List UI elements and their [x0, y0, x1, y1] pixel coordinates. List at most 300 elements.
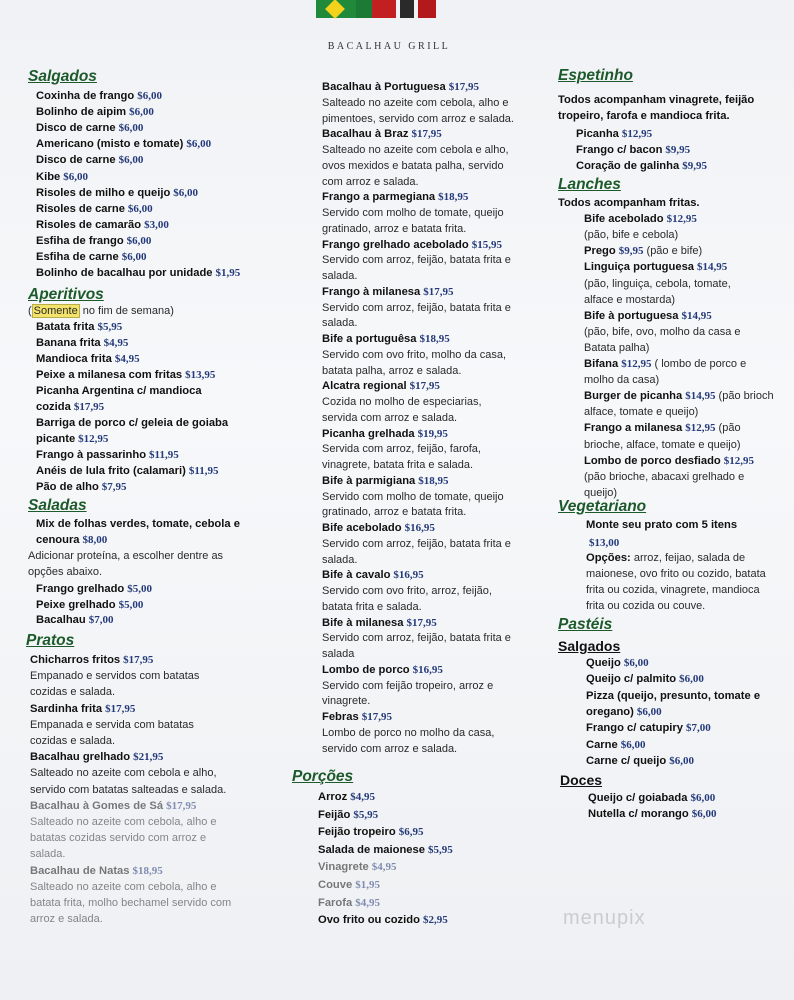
menu-item [36, 384, 202, 399]
item-price: $6,00 [186, 138, 212, 151]
item-price: $18,95 [132, 864, 163, 877]
item-price: $6,00 [690, 792, 716, 804]
item-name: Bacalhau à Braz [322, 128, 409, 141]
item-name: Vinagrete [318, 861, 369, 874]
portugal-flag-icon [356, 0, 396, 18]
item-name: Bife à parmigiana [322, 474, 416, 487]
item-price: $16,95 [393, 569, 424, 582]
item-description [322, 253, 511, 268]
menu-item [36, 448, 179, 463]
item-name: Anéis de lula frito (calamari) [36, 465, 186, 477]
menu-item [36, 170, 88, 185]
menu-item [36, 368, 215, 383]
item-name: Feijão tropeiro [318, 826, 396, 839]
item-description [584, 293, 675, 308]
item-name: Febras [322, 711, 359, 723]
item-name: Barriga de porco c/ geleia de goiaba [36, 417, 229, 429]
description-text: queijo) [584, 486, 618, 499]
section-heading: Pratos [26, 632, 75, 649]
menu-item [322, 379, 440, 394]
menu-item [318, 790, 375, 805]
item-description [584, 228, 678, 243]
item-price: $6,00 [669, 754, 694, 767]
item-price: $7,00 [685, 722, 711, 735]
menu-item [576, 159, 707, 174]
section-heading: Salgados [28, 68, 97, 85]
item-description [322, 175, 419, 190]
item-name: Frango c/ catupiry [586, 722, 683, 735]
menu-item [586, 536, 619, 551]
item-name: Carne [586, 738, 618, 751]
item-extra: (pão e bife) [643, 245, 703, 258]
menu-item [586, 738, 645, 753]
item-name: Mix de folhas verdes, tomate, cebola e [36, 518, 240, 530]
item-price: $6,00 [679, 673, 704, 686]
item-name: Banana frita [36, 337, 101, 349]
description-text: batata frita, molho bechamel servido com [30, 897, 232, 909]
menu-item [586, 689, 760, 704]
menu-item [36, 234, 151, 249]
menu-item [586, 518, 737, 533]
menu-item [318, 843, 453, 858]
item-name: Monte seu prato com 5 itens [586, 519, 738, 531]
menu-item [322, 521, 435, 536]
item-name: Frango à milanesa [322, 285, 421, 298]
menu-item [30, 653, 153, 668]
item-description [30, 718, 194, 733]
menu-item [36, 582, 152, 597]
menu-item [30, 799, 196, 814]
description-text: (pão brioche, abacaxi grelhado e [584, 470, 745, 483]
item-name: Todos acompanham fritas. [558, 197, 700, 209]
menu-item [584, 260, 727, 275]
section-heading: Doces [560, 772, 603, 788]
item-name: Queijo c/ goiabada [588, 792, 688, 804]
description-text: alface, tomate e queijo) [584, 406, 699, 419]
item-price: $5,95 [353, 808, 379, 821]
item-name: Bacalhau [36, 614, 86, 626]
description-text: Adicionar proteína, a escolher dentre as [28, 550, 224, 562]
item-description [322, 364, 461, 379]
item-description [584, 325, 741, 340]
item-price: $6,00 [127, 202, 153, 215]
item-name: Linguiça portuguesa [584, 261, 695, 274]
item-name: cenoura [36, 534, 80, 546]
item-description [586, 567, 766, 582]
item-price: $12,95 [685, 422, 716, 435]
item-name: Queijo c/ palmito [586, 673, 677, 686]
menu-item [584, 244, 702, 259]
item-price: $5,95 [97, 321, 123, 333]
item-price: $6,95 [398, 826, 424, 839]
item-price: $16,95 [404, 522, 435, 534]
item-name: Mandioca frita [36, 353, 112, 365]
menu-item [36, 464, 219, 479]
description-text: gratinado, arroz e batata frita. [322, 506, 467, 519]
description-text: Servido com feijão tropeiro, arroz e [322, 679, 494, 692]
item-description [322, 222, 466, 237]
item-name: Frango a parmegiana [322, 191, 436, 204]
item-description [584, 405, 698, 420]
item-price: $17,95 [406, 616, 437, 629]
item-description [28, 565, 102, 580]
item-name: Coxinha de frango [36, 90, 135, 102]
menu-item [322, 332, 450, 347]
item-description [322, 679, 493, 694]
description-text: batata frita e salada. [322, 600, 422, 613]
item-name: Kibe [36, 170, 61, 183]
item-description [322, 442, 481, 457]
item-price: $17,95 [123, 654, 154, 666]
item-name: Disco de carne [36, 154, 116, 167]
item-name: Frango a milanesa [584, 422, 683, 435]
menu-item [322, 127, 442, 142]
item-description [30, 734, 115, 749]
item-price: $6,00 [636, 705, 662, 718]
description-text: Servido com arroz, feijão, batata frita e [322, 537, 511, 550]
item-description [322, 505, 466, 520]
menu-item [322, 663, 443, 678]
description-text: Cozida no molho de especiarias, [322, 396, 482, 408]
menu-item [318, 825, 423, 840]
item-price: $12,95 [621, 358, 652, 370]
item-price: $6,00 [129, 106, 154, 119]
menu-item [322, 616, 437, 631]
item-name: Arroz [318, 791, 348, 803]
item-price: $11,95 [149, 449, 179, 461]
item-description [586, 599, 705, 614]
description-text: pimentoes, servido com arroz e salada. [322, 112, 514, 125]
description-text: brioche, alface, tomate e queijo) [584, 438, 741, 451]
menu-item [318, 860, 397, 875]
item-price: $17,95 [73, 401, 105, 413]
item-name: Picanha Argentina c/ mandioca [36, 385, 202, 397]
menu-item [584, 309, 712, 324]
item-description [322, 96, 509, 111]
item-price: $12,95 [666, 213, 697, 226]
menu-item [586, 672, 704, 687]
item-name: Bife a portuguêsa [322, 333, 417, 345]
menu-item [576, 143, 690, 158]
item-price: $18,95 [418, 474, 449, 487]
item-price: $6,00 [623, 657, 649, 669]
brand-name: BACALHAU GRILL [327, 41, 451, 52]
item-price: $9,95 [665, 144, 691, 156]
item-description [322, 631, 511, 646]
item-name: Nutella c/ morango [588, 808, 689, 820]
item-name: Risoles de milho e queijo [36, 186, 171, 199]
item-name: Peixe a milanesa com fritas [36, 369, 183, 381]
item-name: Alcatra regional [322, 380, 407, 393]
menu-item [318, 896, 380, 911]
item-price: $14,95 [685, 390, 716, 403]
item-description [28, 549, 223, 564]
item-name: Sardinha frita [30, 702, 103, 715]
item-description [584, 277, 731, 292]
item-name: Bacalhau de Natas [30, 864, 130, 877]
item-price: $12,95 [78, 433, 109, 445]
description-text: molho da casa) [584, 374, 660, 387]
item-price: $17,95 [411, 128, 442, 141]
item-price: $15,95 [471, 238, 502, 251]
item-price: $9,95 [682, 160, 707, 172]
item-name: Bacalhau à Portuguesa [322, 81, 446, 93]
description-text: servido com batatas salteadas e salada. [30, 783, 227, 796]
item-price: $13,00 [589, 537, 620, 549]
item-price: $13,95 [185, 369, 216, 381]
menu-item [586, 656, 649, 671]
menu-item [588, 791, 715, 806]
description-text: Servido com arroz, feijão, batata frita e [322, 632, 511, 645]
item-name: Frango grelhado acebolado [322, 238, 469, 251]
menu-item [322, 427, 448, 442]
item-name: Couve [318, 879, 353, 891]
item-price: $17,95 [423, 285, 454, 298]
item-price: $6,00 [121, 251, 147, 263]
item-name: Frango c/ bacon [576, 144, 663, 156]
description-text: Batata palha) [584, 341, 650, 354]
item-name: Bife à cavalo [322, 569, 391, 582]
menu-item [322, 80, 479, 95]
item-name: Esfiha de carne [36, 251, 119, 263]
section-heading: Aperitivos [28, 286, 104, 303]
item-description [584, 438, 741, 453]
item-name: Farofa [318, 896, 353, 909]
item-description [30, 912, 103, 927]
description-text: Salteado no azeite com cebola e alho, [30, 767, 217, 780]
description-text: Salteado no azeite com cebola, alho e [30, 880, 217, 893]
item-name: Chicharros fritos [30, 654, 121, 666]
menu-item [36, 533, 107, 548]
menu-item [36, 186, 198, 201]
description-text: batata palha, arroz e salada. [322, 364, 462, 377]
menu-item [586, 705, 662, 720]
item-price: $17,95 [448, 81, 479, 93]
item-description [322, 112, 514, 127]
item-extra: (pão brioch [715, 390, 774, 403]
item-price: $6,00 [620, 738, 646, 751]
menu-item [36, 137, 211, 152]
description-text: Salteado no azeite com cebola e alho, [322, 144, 509, 156]
description-text: cozidas e salada. [30, 686, 115, 699]
item-price: $14,95 [681, 309, 712, 322]
menu-item [36, 432, 108, 447]
menu-item [36, 400, 104, 415]
item-price: $5,00 [127, 583, 153, 595]
menu-item [36, 320, 122, 335]
item-price: $21,95 [133, 751, 164, 764]
description-text: alface e mostarda) [584, 293, 676, 306]
menu-item [36, 517, 240, 532]
item-price: $9,95 [618, 245, 644, 258]
description-text: opções abaixo. [28, 566, 102, 578]
item-price: $18,95 [438, 191, 469, 204]
item-price: $3,00 [144, 218, 169, 231]
item-name: Picanha grelhada [322, 427, 415, 440]
menu-item [36, 218, 169, 233]
item-name: Bife acebolado [584, 213, 664, 226]
menu-item [36, 121, 143, 136]
menu-item [36, 480, 127, 495]
description-text: salada [322, 648, 355, 660]
item-price: $17,95 [361, 711, 392, 723]
logo-block-icon [400, 0, 414, 18]
menu-item [36, 105, 154, 120]
item-name: Salada de maionese [318, 843, 425, 856]
section-heading: Salgados [558, 638, 621, 654]
menu-item [586, 721, 711, 736]
menu-item [584, 454, 754, 469]
item-name: Picanha [576, 128, 619, 140]
description-text: frita ou cozida ou couve. [586, 600, 706, 612]
item-price: $4,95 [114, 353, 140, 365]
menu-item [558, 93, 754, 108]
item-description [30, 896, 231, 911]
item-name: Bife acebolado [322, 522, 402, 534]
item-price: $6,00 [137, 90, 162, 102]
item-name: Bacalhau à Gomes de Sá [30, 799, 164, 812]
item-description [322, 647, 354, 662]
section-heading: Espetinho [558, 67, 633, 84]
menu-item [36, 153, 143, 168]
item-name: Risoles de carne [36, 202, 125, 215]
description-text: Lombo de porco no molho da casa, [322, 726, 495, 739]
description-text: maionese, ovo frito ou cozido, batata [586, 568, 766, 580]
item-name: picante [36, 433, 76, 445]
item-extra: (pão [715, 422, 741, 435]
item-price: $16,95 [412, 663, 443, 676]
note-open: ( [28, 305, 32, 317]
item-price: $17,95 [166, 799, 197, 812]
item-name: Coração de galinha [576, 160, 680, 172]
item-name: Bolinho de bacalhau por unidade [36, 267, 213, 280]
description-text: (pão, linguiça, cebola, tomate, [584, 277, 731, 290]
note-rest: no fim de semana) [79, 305, 174, 317]
item-name: Burger de picanha [584, 390, 683, 403]
menu-item [588, 807, 716, 822]
description-text: gratinado, arroz e batata frita. [322, 222, 467, 235]
menu-item [318, 808, 378, 823]
item-description [322, 584, 492, 599]
item-price: $18,95 [419, 333, 450, 345]
menu-item [36, 613, 114, 628]
item-description [30, 815, 217, 830]
item-name: Pizza (queijo, presunto, tomate e [586, 689, 761, 702]
section-heading: Porções [292, 768, 354, 785]
menu-item [36, 250, 146, 265]
section-heading: Pastéis [558, 616, 613, 633]
description-text: salada. [322, 317, 358, 330]
item-price: $17,95 [409, 380, 440, 393]
item-price: $6,00 [63, 170, 88, 183]
item-extra: ( lombo de porco e [651, 358, 747, 370]
description-text: salada. [322, 270, 358, 282]
description-text: Salteado no azeite com cebola, alho e [30, 816, 217, 828]
description-text: Empanado e servidos com batatas [30, 670, 200, 683]
item-description [584, 341, 649, 356]
menu-item [36, 266, 240, 281]
item-price: $4,95 [103, 337, 129, 349]
item-description [322, 537, 511, 552]
menu-item [322, 190, 468, 205]
item-name: cozida [36, 401, 71, 413]
item-description [30, 685, 115, 700]
item-price: $7,00 [88, 614, 114, 626]
description-text: Salteado no azeite com cebola, alho e [322, 96, 509, 109]
item-description [584, 373, 659, 388]
menu-item [584, 421, 741, 436]
restaurant-logo [316, 0, 458, 18]
menu-item [36, 202, 153, 217]
menu-item [558, 109, 730, 124]
description-text: batatas cozidas servido com arroz e [30, 832, 207, 845]
item-description [584, 470, 744, 485]
item-name: Frango à passarinho [36, 449, 147, 461]
item-price: $1,95 [355, 879, 380, 891]
item-price: $8,00 [82, 534, 108, 546]
item-price: $19,95 [417, 427, 448, 440]
menu-item [36, 352, 140, 367]
item-name: Lombo de porco [322, 663, 410, 676]
item-name: Bolinho de aipim [36, 106, 127, 119]
description-text: (pão, bife e cebola) [584, 229, 679, 242]
item-description [322, 490, 504, 505]
description-text: vinagrete. [322, 695, 371, 708]
item-price: $1,95 [215, 267, 241, 280]
menu-item [322, 238, 502, 253]
item-description [30, 783, 226, 798]
item-description [586, 583, 760, 598]
item-price: $6,00 [173, 186, 199, 199]
item-description [30, 766, 217, 781]
weekend-note [28, 304, 174, 319]
item-description [30, 847, 65, 862]
item-name: Americano (misto e tomate) [36, 138, 184, 151]
item-name: Bife à portuguesa [584, 309, 679, 322]
menu-item [322, 285, 454, 300]
item-name: Bifana [584, 358, 619, 370]
item-name: Opções: [586, 552, 631, 564]
logo-red-block-icon [418, 0, 436, 18]
description-text: Servido com arroz, feijão, batata frita e [322, 301, 511, 314]
item-description [322, 553, 357, 568]
description-text: ovos mexidos e batata palha, servido [322, 159, 504, 172]
item-name: Peixe grelhado [36, 599, 116, 611]
item-description [322, 742, 457, 757]
description-text: Servido com ovo frito, arroz, feijão, [322, 585, 492, 597]
description-text: (pão, bife, ovo, molho da casa e [584, 325, 741, 338]
item-price: $4,95 [350, 791, 375, 803]
item-description [322, 694, 370, 709]
section-heading: Vegetariano [558, 498, 647, 515]
brazil-flag-icon [316, 0, 356, 18]
item-name: Disco de carne [36, 122, 116, 135]
menu-item [322, 568, 424, 583]
item-extra: arroz, feijao, salada de [630, 552, 746, 564]
item-name: oregano) [586, 705, 634, 718]
item-price: $12,95 [723, 454, 754, 467]
section-heading: Saladas [28, 497, 87, 514]
menu-item [36, 598, 143, 613]
menu-item [36, 416, 228, 431]
menu-item [584, 389, 774, 404]
description-text: Servido com molho de tomate, queijo [322, 207, 504, 219]
note-highlight: Somente [33, 305, 78, 317]
menu-item [322, 474, 449, 489]
item-description [30, 669, 199, 684]
item-price: $5,00 [118, 599, 144, 611]
description-text: Servida com arroz, feijão, farofa, [322, 443, 481, 456]
